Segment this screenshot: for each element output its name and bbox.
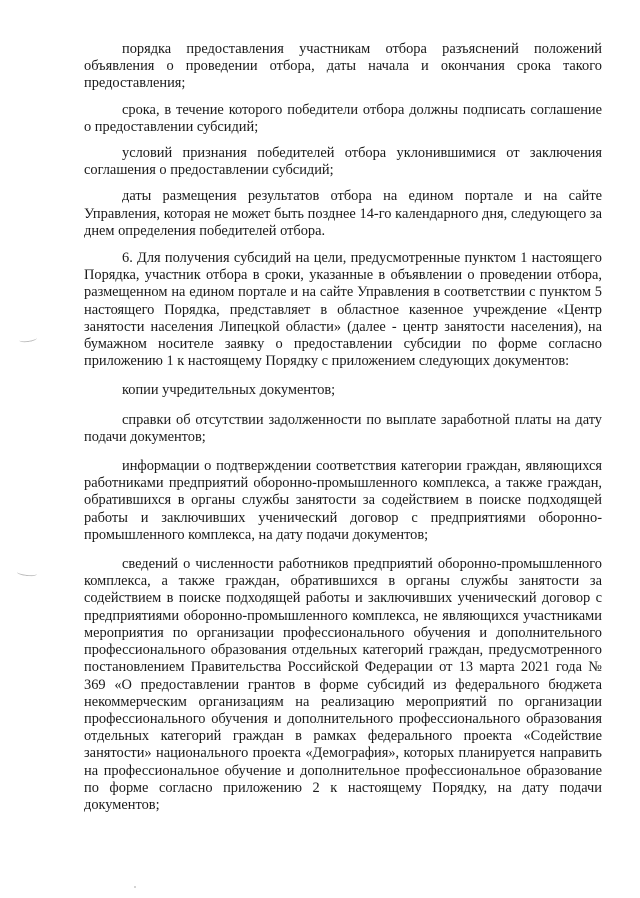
scan-artifact-mark [19, 335, 38, 343]
paragraph-founding-documents: копии учредительных документов; [122, 382, 336, 399]
paragraph-employee-count: сведений о численности работников предприятий оборонно-промышленного комплекса, а также граждан, обратившихся в органы службы занятости за содействием в поиске подходящей работы и заключивших ученический договор с предприятиями оборонно-промышленного комплекса, не являющихся участниками мероприятия по организации профессионального обучения и дополнительного профессионального образования отдельных категорий граждан, предусмотренного постановлением Правительства Российской Федерации от 13 марта 2021 года № 369 «О предоставлении грантов в форме субсидий из федерального бюджета некоммерческим организациям на реализацию мероприятий по организации профессионального обучения и дополнительного профессионального образования отдельных категорий граждан в рамках федерального проекта «Содействие занятости» национального проекта «Демография», которых планируется направить на профессиональное обучение и дополнительное профессиональное образование по форме согласно приложению 2 к настоящему Порядку, на дату подачи документов; [84, 556, 602, 813]
scan-speck [134, 886, 136, 888]
paragraph-wage-arrears-certificate: справки об отсутствии задолженности по выплате заработной платы на дату подачи документов; [84, 411, 602, 445]
document-page [84, 41, 602, 814]
paragraph-agreement-deadline: срока, в течение которого победители отбора должны подписать соглашение о предоставлении субсидий; [84, 101, 602, 135]
paragraph-item-6: 6. Для получения субсидий на цели, предусмотренные пунктом 1 настоящего Порядка, участник отбора в сроки, указанные в объявлении о проведении отбора, размещенном на едином портале и на сайте Управления в соответствии с пунктом 5 настоящего Порядка, представляет в областное казенное учреждение «Центр занятости населения Липецкой области» (далее - центр занятости населения), на бумажном носителе заявку о предоставлении субсидии по форме согласно приложению 1 к настоящему Порядку с приложением следующих документов: [84, 250, 602, 370]
paragraph-clarification-procedure: порядка предоставления участникам отбора разъяснений положений объявления о проведении отбора, даты начала и окончания срока такого предоставления; [84, 41, 602, 92]
scan-artifact-mark [17, 569, 38, 577]
paragraph-category-confirmation: информации о подтверждении соответствия категории граждан, являющихся работниками предприятий оборонно-промышленного комплекса, а также граждан, обратившихся в органы службы занятости за содействием в поиске подходящей работы и заключивших ученический договор с предприятиями оборонно-промышленного комплекса, на дату подачи документов; [84, 458, 602, 543]
paragraph-results-publication: даты размещения результатов отбора на едином портале и на сайте Управления, которая не может быть позднее 14-го календарного дня, следующего за днем определения победителей отбора. [84, 188, 602, 239]
paragraph-evasion-conditions: условий признания победителей отбора уклонившимися от заключения соглашения о предоставлении субсидий; [84, 145, 602, 179]
